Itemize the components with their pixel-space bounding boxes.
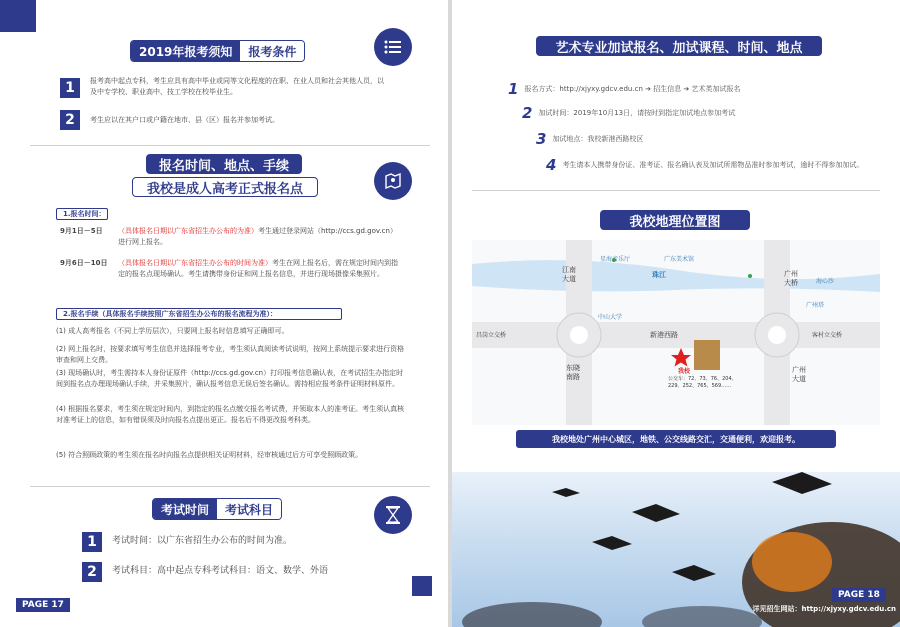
art-item <box>508 80 741 98</box>
place-label: 广东美术馆 <box>664 256 695 263</box>
left-roundabout-center <box>570 326 588 344</box>
section-2-title: 2.报名手续（具体报名手续按照广东省招生办公布的报名流程为准）： <box>56 308 342 320</box>
art-item-text: 加试时间：2019年10月13日，请按时到指定加试地点参加考试 <box>538 109 736 117</box>
exam-title-part2: 考试科目 <box>217 499 281 519</box>
place-dot <box>748 274 752 278</box>
notice-title <box>130 40 305 62</box>
reg-detail-text: 考生通过登录网站（http://ccs.gd.gov.cn）进行网上报名。 <box>118 227 397 246</box>
procedure-item: (5) 符合照顾政策的考生须在报名时向报名点提供相关证明材料，经审核通过后方可享受照顾政策。 <box>56 451 363 459</box>
notice-title-part2: 报考条件 <box>240 41 304 61</box>
procedure-item: (2) 网上报名时，按要求填写考生信息并选择报考专业，考生须认真阅读考试说明，按网上系统提示要求进行资格审查和网上交费。 <box>56 345 405 364</box>
school-photo <box>694 340 720 370</box>
exam-title <box>152 498 282 520</box>
registration-title: 报名时间、地点、手续 <box>146 154 302 174</box>
road-label: 东晓南路 <box>566 364 580 381</box>
art-item-text: 报名方式：http://xjyxy.gdcv.edu.cn ➔ 招生信息 ➔ 艺术类加试报名 <box>524 85 741 93</box>
procedure-item: (4) 根据报名要求，考生须在规定时间内，到指定的报名点缴交报名考试费，并领取本人的准考证。考生须认真核对准考证上的信息，如有错误须及时向报名点提出更正。报名后不得更改报考科类。 <box>56 405 405 424</box>
art-item-num: 3 <box>536 130 547 148</box>
right-page <box>452 0 900 627</box>
exam-num: 1 <box>82 532 102 552</box>
reg-detail-text: 考生在网上报名后，需在规定时间内到指定的报名点现场确认。考生请携带身份证和网上报名信息，并进行现场摄像采集照片。 <box>118 259 398 278</box>
road-label: 广州大桥 <box>784 270 798 287</box>
exam-text: 考试时间：以广东省招生办公布的时间为准。 <box>112 536 293 546</box>
corner-decoration <box>412 576 432 596</box>
art-item <box>536 130 643 148</box>
map-pin-icon <box>374 162 412 200</box>
road-label: 新港西路 <box>650 331 678 339</box>
art-item-num: 1 <box>508 80 519 98</box>
condition-num: 2 <box>60 110 80 130</box>
section-1-title: 1.报名时间： <box>56 208 108 220</box>
location-map <box>472 240 880 425</box>
condition-text: 报考高中起点专科，考生应具有高中毕业或同等文化程度的在职、在业人员和社会其他人员，以及中专学校、职业高中、技工学校在校毕业生。 <box>90 77 384 96</box>
road-label: 广州大道 <box>792 366 806 383</box>
location-banner: 我校地处广州中心城区，地铁、公交线路交汇，交通便利，欢迎报考。 <box>516 430 836 448</box>
school-label: 我校 <box>678 368 691 375</box>
page-number: PAGE 18 <box>832 588 886 602</box>
art-item-num: 2 <box>522 104 533 122</box>
notice-title-part1: 2019年报考须知 <box>131 41 240 61</box>
divider <box>472 190 880 191</box>
website-link[interactable]: 详见招生网站：http://xjyxy.gdcv.edu.cn <box>752 605 896 613</box>
road-label: 江南大道 <box>562 266 576 283</box>
place-label: 客村立交桥 <box>812 332 843 339</box>
location-title: 我校地理位置图 <box>600 210 750 230</box>
art-item <box>522 104 735 122</box>
art-item-text: 考生请本人携带身份证、准考证、报名确认表及加试所需物品准时参加考试，逾时不得参加加试。 <box>562 161 864 169</box>
left-page <box>0 0 448 627</box>
condition-num: 1 <box>60 78 80 98</box>
reg-detail <box>118 258 402 280</box>
art-item-num: 4 <box>546 156 557 174</box>
procedure-item: (3) 现场确认时，考生需持本人身份证原件（http://ccs.gd.gov.cn）打印报考信息确认表，在考试招生办指定时间到报名点办理现场确认手续，并采集照片，确认报考信息无误后签名确认。需持相应报考条件证明材料原件。 <box>56 369 404 388</box>
reg-date: 9月1日－5日 <box>60 227 103 235</box>
art-item <box>546 156 886 174</box>
exam-text: 考试科目：高中起点专科考试科目：语文、数学、外语 <box>112 566 329 576</box>
registration-subtitle: 我校是成人高考正式报名点 <box>132 177 318 197</box>
place-label: 星海音乐厅 <box>600 256 631 263</box>
right-roundabout-center <box>768 326 786 344</box>
exam-title-part1: 考试时间 <box>153 499 217 519</box>
reg-date: 9月6日－10日 <box>60 259 108 267</box>
bus-lines: 公交车：72、73、76、204、229、252、765、569…… <box>668 376 737 389</box>
condition-text: 考生应以在其户口或户籍在地市、县（区）报名并参加考试。 <box>90 116 279 124</box>
reg-detail-red: （具体报名日期以广东省招生办公布的时间为准） <box>118 259 272 267</box>
place-label: 中山大学 <box>598 314 623 321</box>
reg-detail <box>118 226 398 248</box>
place-label: 广州塔 <box>806 302 825 309</box>
art-item-text: 加试地点：我校新港西路校区 <box>552 135 644 143</box>
place-label: 昌岗立交桥 <box>476 332 507 339</box>
page-number: PAGE 17 <box>16 598 70 612</box>
exam-num: 2 <box>82 562 102 582</box>
river-label: 珠江 <box>652 271 666 279</box>
art-exam-title: 艺术专业加试报名、加试课程、时间、地点 <box>536 36 822 56</box>
list-icon <box>374 28 412 66</box>
school-star <box>671 348 691 367</box>
reg-detail-red: （具体报名日期以广东省招生办公布的为准） <box>118 227 258 235</box>
procedure-item: (1) 成人高考报名（不同上学历层次），只要网上报名时信息填写正确即可。 <box>56 327 289 335</box>
divider <box>30 486 430 487</box>
place-label: 海心沙 <box>816 278 835 285</box>
corner-decoration <box>0 0 36 32</box>
hourglass-icon <box>374 496 412 534</box>
divider <box>30 145 430 146</box>
